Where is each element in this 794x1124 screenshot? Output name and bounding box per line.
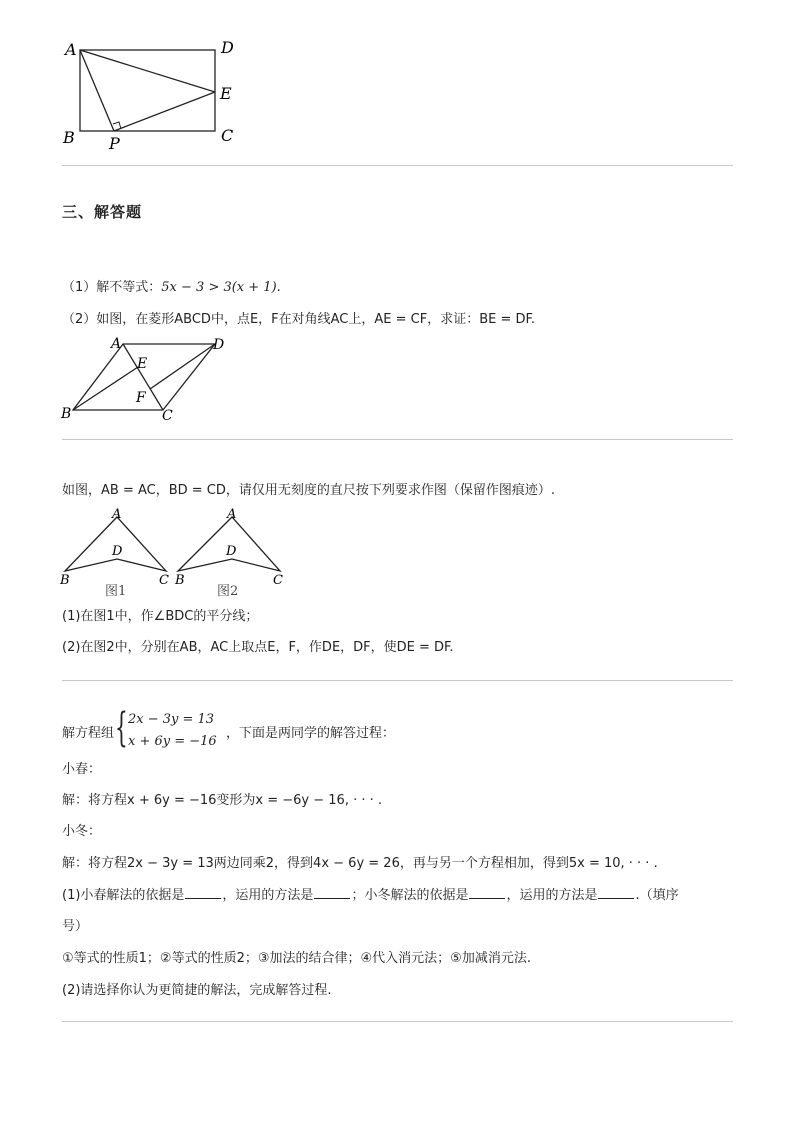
fig1-label-B: B — [60, 573, 70, 588]
fig1-label-C: C — [159, 573, 169, 588]
q3-solution2: 解：将方程2x − 3y = 13两边同乘2，得到4x − 6y = 26，再与另一个方程相加，得到5x = 10, · · · . — [62, 856, 658, 871]
q3-part1 — [62, 886, 679, 906]
section-title: 三、解答题 — [62, 203, 143, 221]
divider — [62, 1021, 733, 1022]
label-A: A — [65, 40, 77, 59]
q2-part1: (1)在图1中，作∠BDC的平分线； — [62, 609, 259, 624]
label-C: C — [162, 408, 173, 424]
label-D: D — [221, 38, 234, 57]
divider — [62, 439, 733, 440]
divider — [62, 165, 733, 166]
fig2-label-C: C — [273, 573, 283, 588]
label-E: E — [137, 356, 148, 372]
fig2-label-A: A — [227, 507, 237, 522]
q3-student2: 小冬： — [62, 824, 102, 839]
label-F: F — [136, 390, 146, 406]
answer-blank[interactable] — [598, 886, 634, 899]
q3-solution1: 解：将方程x + 6y = −16变形为x = −6y − 16, · · · . — [62, 793, 383, 808]
label-A: A — [111, 336, 122, 352]
answer-blank[interactable] — [314, 886, 350, 899]
q3-eq1: 2x − 3y = 13 — [128, 712, 215, 727]
q1-part1-prefix: （1）解不等式： — [62, 280, 162, 295]
q3-options: ①等式的性质1；②等式的性质2；③加法的结合律；④代入消元法；⑤加减消元法. — [62, 951, 531, 966]
fig2-label-D: D — [226, 544, 237, 559]
divider — [62, 680, 733, 681]
q1-part1-math: 5x − 3 > 3(x + 1) — [161, 280, 277, 295]
q3-part1-cont: 号） — [62, 919, 89, 934]
label-B: B — [61, 406, 72, 422]
rhombus-figure — [55, 334, 245, 424]
kite-figures — [55, 505, 305, 600]
answer-blank[interactable] — [469, 886, 505, 899]
label-E: E — [220, 84, 232, 103]
label-D: D — [213, 337, 225, 353]
fig2-caption: 图2 — [217, 584, 239, 599]
q3-eq2: x + 6y = −16 — [128, 734, 217, 749]
q3-part1-text-b: ，运用的方法是 — [222, 888, 314, 903]
fig1-label-A: A — [112, 507, 122, 522]
answer-blank[interactable] — [185, 886, 221, 899]
q3-part1-text-d: ，运用的方法是 — [506, 888, 598, 903]
q1-part1-suffix: . — [276, 280, 281, 295]
q1-part1 — [62, 278, 281, 298]
q3-part1-text-e: .（填序 — [635, 888, 679, 903]
label-C: C — [221, 126, 234, 145]
rectangle-figure — [55, 35, 255, 155]
brace-icon: { — [115, 705, 128, 751]
q3-part2: (2)请选择你认为更简捷的解法，完成解答过程. — [62, 983, 332, 998]
q2-intro: 如图，AB = AC，BD = CD，请仅用无刻度的直尺按下列要求作图（保留作图痕迹）. — [62, 483, 556, 498]
fig1-label-D: D — [112, 544, 123, 559]
fig2-label-B: B — [175, 573, 185, 588]
fig1-caption: 图1 — [105, 584, 127, 599]
q3-prefix: 解方程组 — [62, 726, 115, 741]
q3-suffix: ，下面是两同学的解答过程： — [226, 726, 396, 741]
q3-student1: 小春： — [62, 762, 102, 777]
label-B: B — [63, 128, 75, 147]
q3-part1-text-c: ；小冬解法的依据是 — [351, 888, 469, 903]
q2-part2: (2)在图2中，分别在AB，AC上取点E，F，作DE，DF，使DE = DF. — [62, 640, 454, 655]
q1-part2: （2）如图，在菱形ABCD中，点E，F在对角线AC上，AE = CF，求证：BE = DF. — [62, 312, 536, 327]
label-P: P — [109, 134, 120, 153]
q3-part1-text-a: (1)小春解法的依据是 — [62, 888, 185, 903]
